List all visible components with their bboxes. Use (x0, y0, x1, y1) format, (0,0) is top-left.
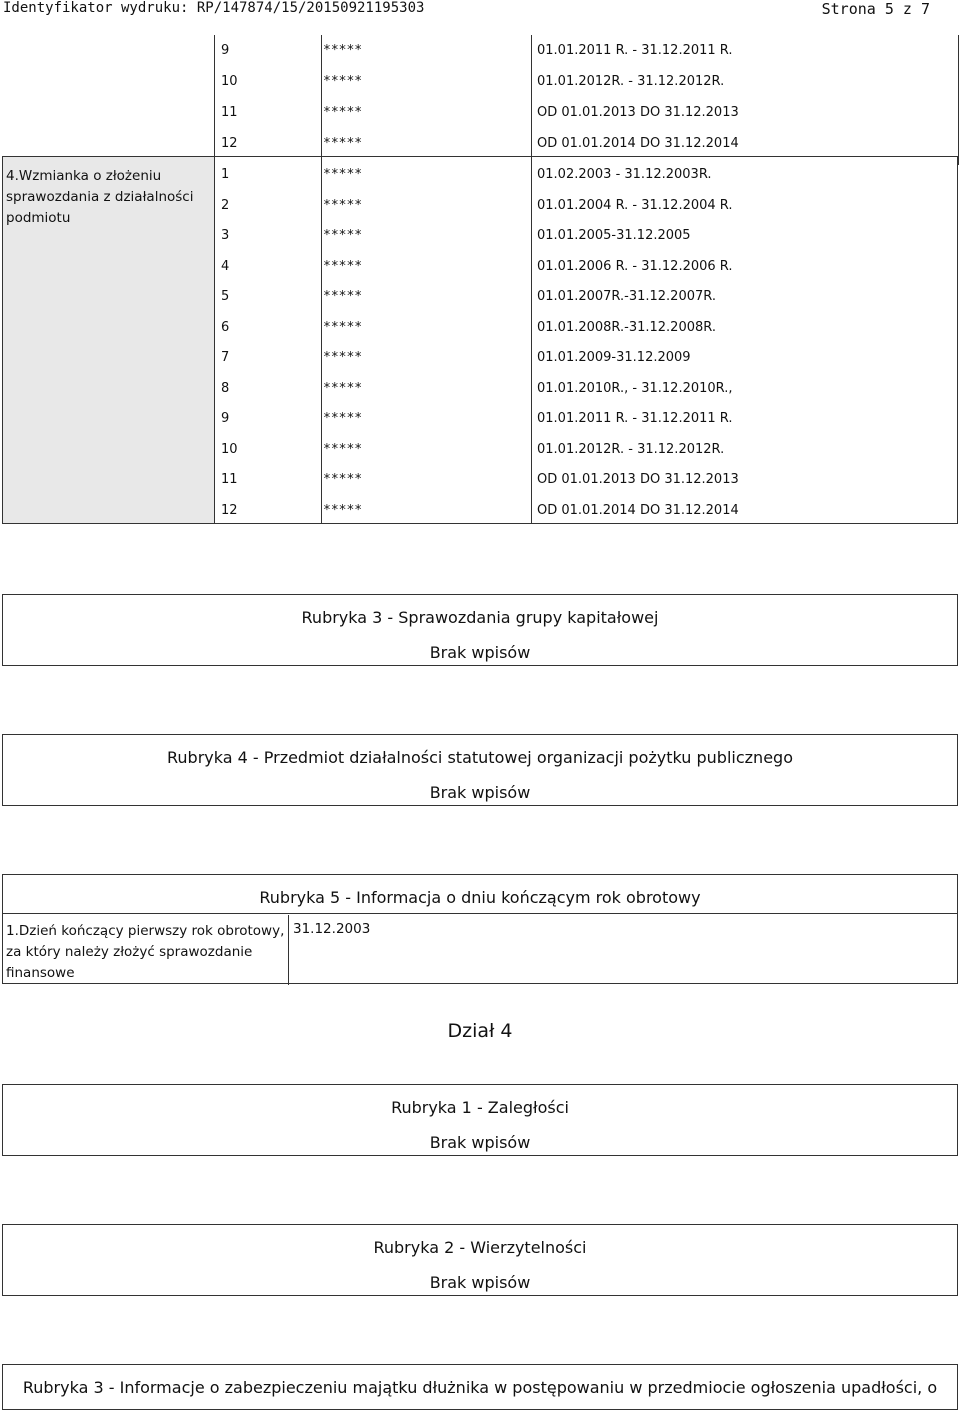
row-masked: ***** (323, 105, 363, 120)
row-number: 11 (221, 105, 238, 120)
page-number: Strona 5 z 7 (821, 0, 930, 18)
fiscal-year-end-label: 1.Dzień kończący pierwszy rok obrotowy, za który należy złożyć sprawozdanie finansowe (3, 915, 289, 985)
table-row (215, 495, 957, 526)
table-row (215, 403, 957, 434)
rubryka-4-box (2, 734, 958, 806)
row-number: 12 (221, 136, 238, 151)
table-row (215, 35, 959, 67)
row-masked: ***** (323, 43, 363, 58)
row-number: 9 (221, 411, 230, 426)
row-period: 01.01.2008R.-31.12.2008R. (537, 319, 716, 335)
row-number: 1 (221, 167, 230, 182)
table-row (215, 464, 957, 495)
continuation-table (214, 35, 959, 165)
row-period: OD 01.01.2013 DO 31.12.2013 (537, 105, 739, 120)
rubryka-5-title: Rubryka 5 - Informacja o dniu kończącym rok obrotowy (259, 888, 701, 907)
print-identifier: Identyfikator wydruku: RP/147874/15/20150921195303 (3, 0, 425, 16)
row-masked: ***** (323, 258, 363, 274)
table-row (215, 342, 957, 373)
row-masked: ***** (323, 167, 363, 182)
table-row (215, 434, 957, 465)
row-period: 01.01.2005-31.12.2005 (537, 228, 691, 243)
row-number: 5 (221, 289, 230, 304)
section-4-box (2, 156, 958, 524)
row-period: 01.01.2010R., - 31.12.2010R., (537, 380, 733, 396)
d4-rubryka-2-box (2, 1224, 958, 1296)
row-period: 01.02.2003 - 31.12.2003R. (537, 167, 712, 182)
row-period: OD 01.01.2013 DO 31.12.2013 (537, 472, 739, 487)
row-period: 01.01.2012R. - 31.12.2012R. (537, 441, 725, 457)
row-period: 01.01.2004 R. - 31.12.2004 R. (537, 197, 733, 213)
row-number: 4 (221, 258, 230, 274)
fiscal-year-end-value: 31.12.2003 (293, 921, 371, 937)
rubryka-3-title: Rubryka 3 - Sprawozdania grupy kapitałowej (301, 608, 659, 627)
row-masked: ***** (323, 74, 363, 89)
d4-rubryka-2-title: Rubryka 2 - Wierzytelności (373, 1238, 587, 1257)
row-number: 2 (221, 197, 230, 213)
row-period: OD 01.01.2014 DO 31.12.2014 (537, 136, 739, 151)
row-masked: ***** (323, 502, 363, 518)
table-row (215, 159, 957, 190)
d4-rubryka-3-box (2, 1364, 958, 1410)
rubryka-4-title: Rubryka 4 - Przedmiot działalności statutowej organizacji pożytku publicznego (167, 748, 793, 767)
d4-rubryka-1-value: Brak wpisów (429, 1133, 531, 1152)
row-number: 11 (221, 472, 238, 487)
rubryka-3-box (2, 594, 958, 666)
section-heading: Dział 4 (447, 1020, 513, 1042)
table-row (215, 220, 957, 251)
rubryka-5-box (2, 874, 958, 984)
row-masked: ***** (323, 197, 363, 213)
row-number: 3 (221, 228, 230, 243)
row-period: OD 01.01.2014 DO 31.12.2014 (537, 502, 739, 518)
table-row (215, 312, 957, 343)
divider (3, 913, 957, 914)
row-period: 01.01.2011 R. - 31.12.2011 R. (537, 411, 733, 426)
row-period: 01.01.2007R.-31.12.2007R. (537, 289, 716, 304)
reports-table (215, 157, 957, 523)
row-masked: ***** (323, 136, 363, 151)
row-masked: ***** (323, 472, 363, 487)
row-number: 10 (221, 74, 238, 89)
table-row (215, 66, 959, 98)
rubryka-3-value: Brak wpisów (429, 643, 531, 662)
row-number: 9 (221, 43, 230, 58)
row-masked: ***** (323, 380, 363, 396)
table-row (215, 373, 957, 404)
row-masked: ***** (323, 350, 363, 365)
row-period: 01.01.2009-31.12.2009 (537, 350, 691, 365)
d4-rubryka-1-title: Rubryka 1 - Zaległości (391, 1098, 569, 1117)
row-number: 8 (221, 380, 230, 396)
row-masked: ***** (323, 441, 363, 457)
table-row (215, 251, 957, 282)
row-masked: ***** (323, 228, 363, 243)
row-period: 01.01.2012R. - 31.12.2012R. (537, 74, 725, 89)
row-number: 6 (221, 319, 230, 335)
table-row (215, 97, 959, 129)
row-number: 12 (221, 502, 238, 518)
row-masked: ***** (323, 319, 363, 335)
table-row (215, 190, 957, 221)
row-masked: ***** (323, 289, 363, 304)
row-masked: ***** (323, 411, 363, 426)
row-number: 7 (221, 350, 230, 365)
section-4-label: 4.Wzmianka o złożeniu sprawozdania z działalności podmiotu (3, 157, 215, 523)
row-period: 01.01.2011 R. - 31.12.2011 R. (537, 43, 733, 58)
d4-rubryka-2-value: Brak wpisów (429, 1273, 531, 1292)
row-number: 10 (221, 441, 238, 457)
row-period: 01.01.2006 R. - 31.12.2006 R. (537, 258, 733, 274)
table-row (215, 281, 957, 312)
d4-rubryka-3-title: Rubryka 3 - Informacje o zabezpieczeniu majątku dłużnika w postępowaniu w przedmiocie ogłoszenia upadłości, o (22, 1378, 938, 1397)
rubryka-4-value: Brak wpisów (429, 783, 531, 802)
d4-rubryka-1-box (2, 1084, 958, 1156)
